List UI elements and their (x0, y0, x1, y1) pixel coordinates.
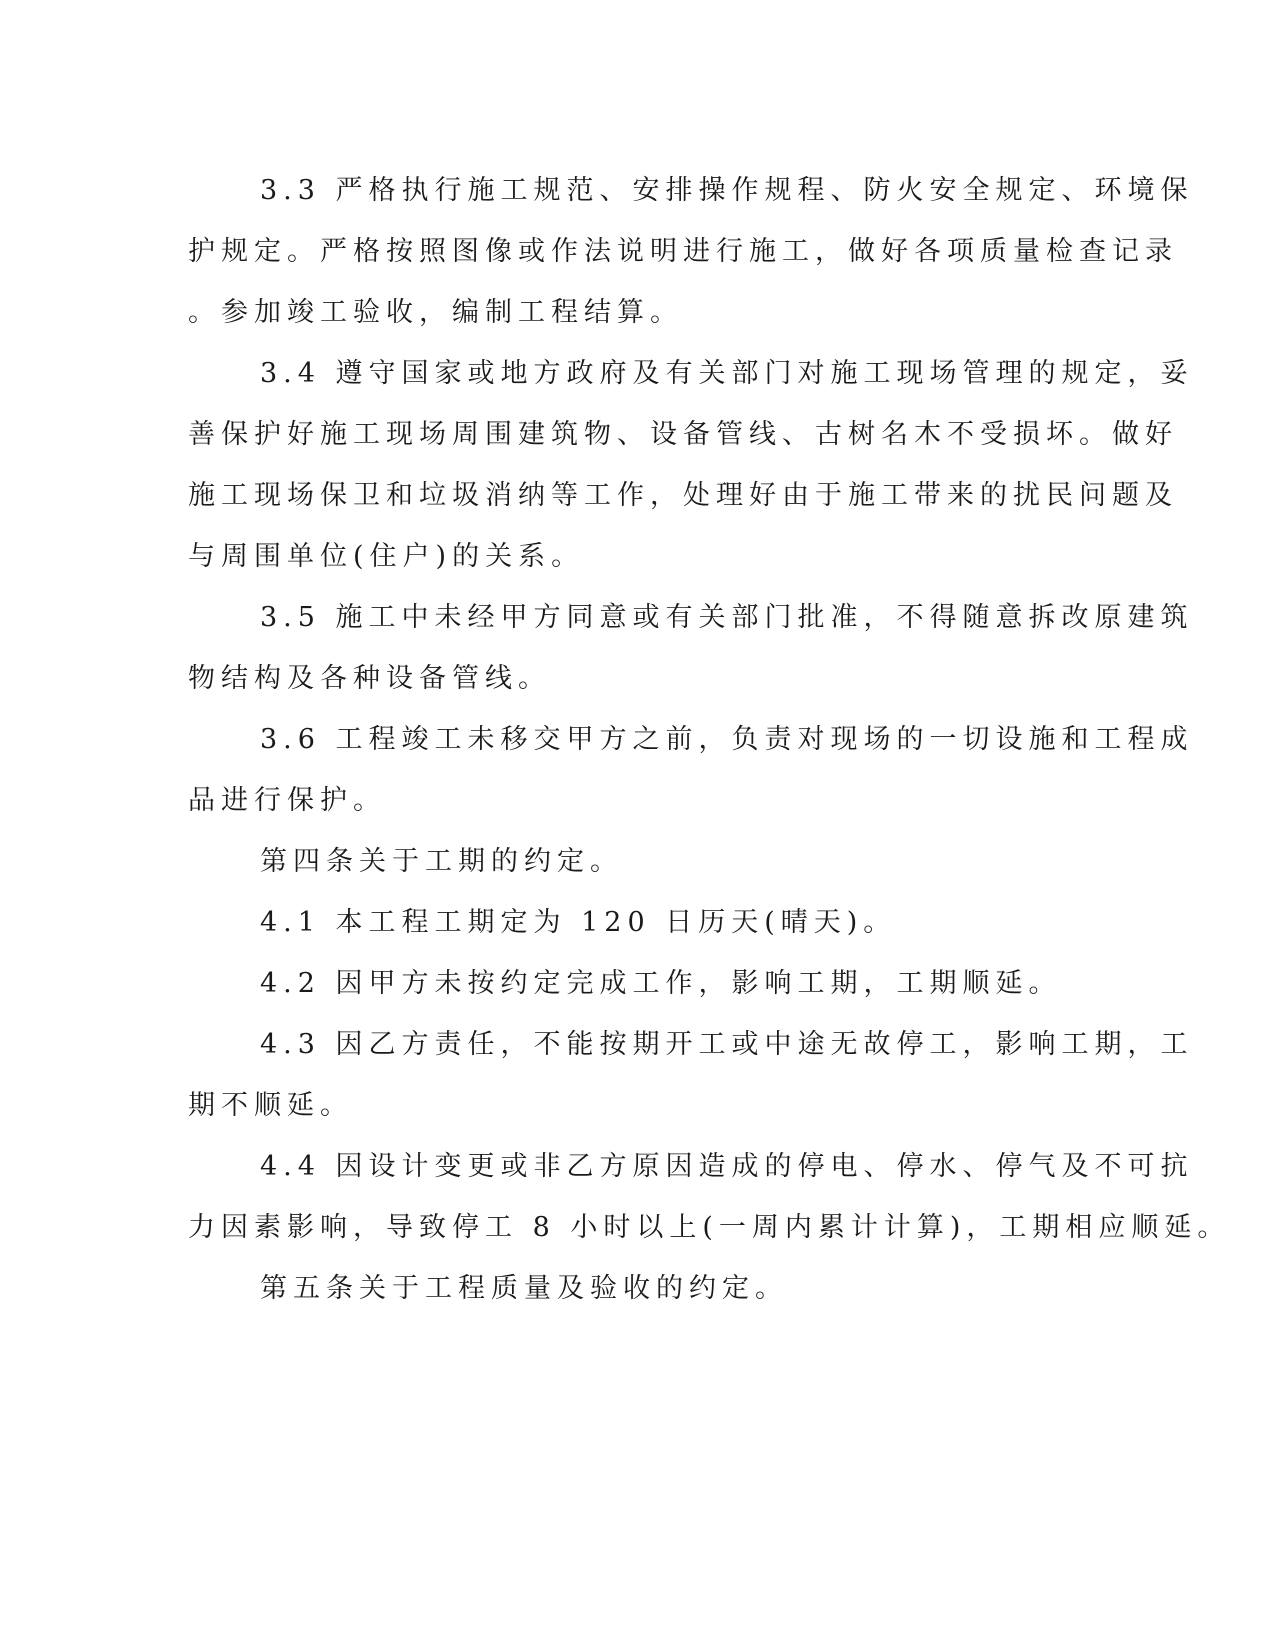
text-line: 力因素影响，导致停工 8 小时以上(一周内累计计算)，工期相应顺延。 (188, 1212, 1231, 1243)
paragraph-3-6 (188, 709, 1194, 831)
text-line: 3.5 施工中未经甲方同意或有关部门批准，不得随意拆改原建筑 (260, 602, 1194, 633)
text-line: 。参加竣工验收，编制工程结算。 (188, 297, 683, 328)
paragraph-4-1 (188, 892, 1058, 953)
paragraph-3-5 (188, 587, 1194, 709)
text-line: 第五条关于工程质量及验收的约定。 (260, 1273, 788, 1304)
text-line: 与周围单位(住户)的关系。 (188, 541, 585, 572)
text-line: 4.4 因设计变更或非乙方原因造成的停电、停水、停气及不可抗 (260, 1151, 1194, 1182)
text-line: 第四条关于工期的约定。 (260, 846, 623, 877)
text-line: 3.3 严格执行施工规范、安排操作规程、防火安全规定、环境保 (260, 175, 1194, 206)
text-line: 3.6 工程竣工未移交甲方之前，负责对现场的一切设施和工程成 (260, 724, 1194, 755)
text-line: 物结构及各种设备管线。 (188, 663, 551, 694)
text-line: 4.1 本工程工期定为 120 日历天(晴天)。 (260, 907, 897, 938)
paragraph-3-3 (188, 160, 1194, 343)
section-heading-article-5 (188, 1258, 1058, 1319)
text-line: 3.4 遵守国家或地方政府及有关部门对施工现场管理的规定，妥 (260, 358, 1194, 389)
paragraph-4-2 (188, 953, 1062, 1014)
document-body (188, 160, 1231, 1319)
text-line: 施工现场保卫和垃圾消纳等工作，处理好由于施工带来的扰民问题及 (188, 480, 1178, 511)
paragraph-3-4 (188, 343, 1194, 587)
text-line: 护规定。严格按照图像或作法说明进行施工，做好各项质量检查记录 (188, 236, 1178, 267)
text-line: 品进行保护。 (188, 785, 386, 816)
text-line: 善保护好施工现场周围建筑物、设备管线、古树名木不受损坏。做好 (188, 419, 1178, 450)
text-line: 4.2 因甲方未按约定完成工作，影响工期，工期顺延。 (260, 968, 1062, 999)
section-heading-article-4 (188, 831, 1058, 892)
text-line: 4.3 因乙方责任，不能按期开工或中途无故停工，影响工期，工 (260, 1029, 1194, 1060)
paragraph-4-4 (188, 1136, 1231, 1258)
text-line: 期不顺延。 (188, 1090, 353, 1121)
paragraph-4-3 (188, 1014, 1194, 1136)
